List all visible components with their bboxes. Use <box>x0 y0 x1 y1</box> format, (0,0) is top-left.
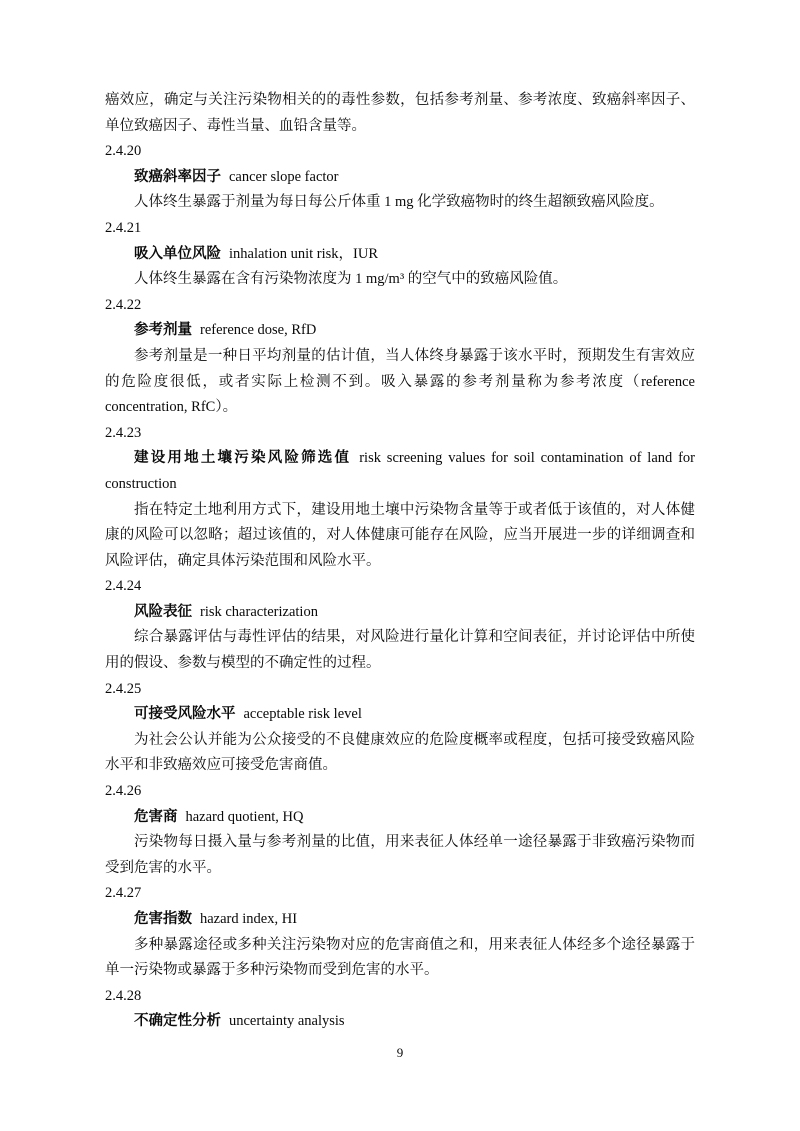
term-heading <box>105 805 695 831</box>
continuation-paragraph: 癌效应，确定与关注污染物相关的的毒性参数，包括参考剂量、参考浓度、致癌斜率因子、单位致癌因子、毒性当量、血铅含量等。 <box>105 92 695 134</box>
term-heading <box>105 907 695 933</box>
terms-definitions-list <box>105 139 695 1035</box>
term-section <box>105 881 695 983</box>
term-zh-label: 不确定性分析 <box>134 1013 221 1030</box>
section-number: 2.4.24 <box>105 578 142 595</box>
term-definition: 人体终生暴露在含有污染物浓度为 1 mg/m³ 的空气中的致癌风险值。 <box>134 271 568 288</box>
term-heading <box>105 1009 695 1035</box>
term-zh-label: 风险表征 <box>134 603 192 620</box>
term-en-label: risk screening values for soil contamination of land for construction <box>105 450 695 492</box>
term-section <box>105 574 695 676</box>
term-section <box>105 421 695 575</box>
term-definition: 污染物每日摄入量与参考剂量的比值，用来表征人体经单一途径暴露于非致癌污染物而受到危害的水平。 <box>105 834 695 876</box>
term-zh-label: 致癌斜率因子 <box>134 168 221 185</box>
term-section <box>105 984 695 1035</box>
section-number: 2.4.26 <box>105 783 142 800</box>
term-heading <box>105 165 695 191</box>
term-zh-label: 参考剂量 <box>134 322 192 339</box>
term-heading <box>105 702 695 728</box>
term-zh-label: 危害指数 <box>134 911 192 927</box>
section-number: 2.4.22 <box>105 296 142 313</box>
term-zh-label: 可接受风险水平 <box>134 706 236 723</box>
term-definition: 指在特定土地利用方式下，建设用地土壤中污染物含量等于或者低于该值的，对人体健康的风险可以忽略；超过该值的，对人体健康可能存在风险，应当开展进一步的详细调查和风险评估，确定具体污染范围和风险水平。 <box>105 501 695 569</box>
term-heading <box>105 318 695 344</box>
term-section <box>105 779 695 881</box>
term-definition: 多种暴露途径或多种关注污染物对应的危害商值之和，用来表征人体经多个途径暴露于单一污染物或暴露于多种污染物而受到危害的水平。 <box>105 936 695 979</box>
term-en-label: uncertainty analysis <box>229 1013 345 1030</box>
section-number: 2.4.21 <box>105 219 142 236</box>
section-number: 2.4.28 <box>105 987 142 1004</box>
section-number: 2.4.20 <box>105 143 142 160</box>
term-en-label: hazard index, HI <box>200 911 298 927</box>
term-zh-label: 建设用地土壤污染风险筛选值 <box>134 450 352 467</box>
term-en-label: risk characterization <box>200 603 318 620</box>
term-heading <box>105 600 695 626</box>
term-section <box>105 677 695 779</box>
term-section <box>105 216 695 293</box>
term-en-label: reference dose, RfD <box>200 322 317 339</box>
term-definition: 人体终生暴露于剂量为每日每公斤体重 1 mg 化学致癌物时的终生超额致癌风险度。 <box>134 194 664 211</box>
page-number: 9 <box>396 1045 404 1060</box>
term-en-label: inhalation unit risk，IUR <box>229 245 379 262</box>
term-heading <box>105 446 695 497</box>
term-en-label: cancer slope factor <box>229 168 339 185</box>
term-definition: 参考剂量是一种日平均剂量的估计值，当人体终身暴露于该水平时，预期发生有害效应的危险度很低，或者实际上检测不到。吸入暴露的参考剂量称为参考浓度（reference concentration, RfC）。 <box>105 347 695 416</box>
term-heading <box>105 242 695 268</box>
term-section <box>105 139 695 216</box>
document-page <box>105 88 695 1035</box>
section-number: 2.4.25 <box>105 680 142 697</box>
term-definition: 综合暴露评估与毒性评估的结果，对风险进行量化计算和空间表征，并讨论评估中所使用的假设、参数与模型的不确定性的过程。 <box>105 629 695 672</box>
term-en-label: acceptable risk level <box>243 706 362 723</box>
term-zh-label: 吸入单位风险 <box>134 245 221 262</box>
term-definition: 为社会公认并能为公众接受的不良健康效应的危险度概率或程度，包括可接受致癌风险水平和非致癌效应可接受危害商值。 <box>105 731 695 774</box>
term-section <box>105 293 695 421</box>
term-zh-label: 危害商 <box>134 808 178 825</box>
section-number: 2.4.27 <box>105 885 142 902</box>
term-en-label: hazard quotient, HQ <box>185 808 304 825</box>
section-number: 2.4.23 <box>105 424 142 441</box>
